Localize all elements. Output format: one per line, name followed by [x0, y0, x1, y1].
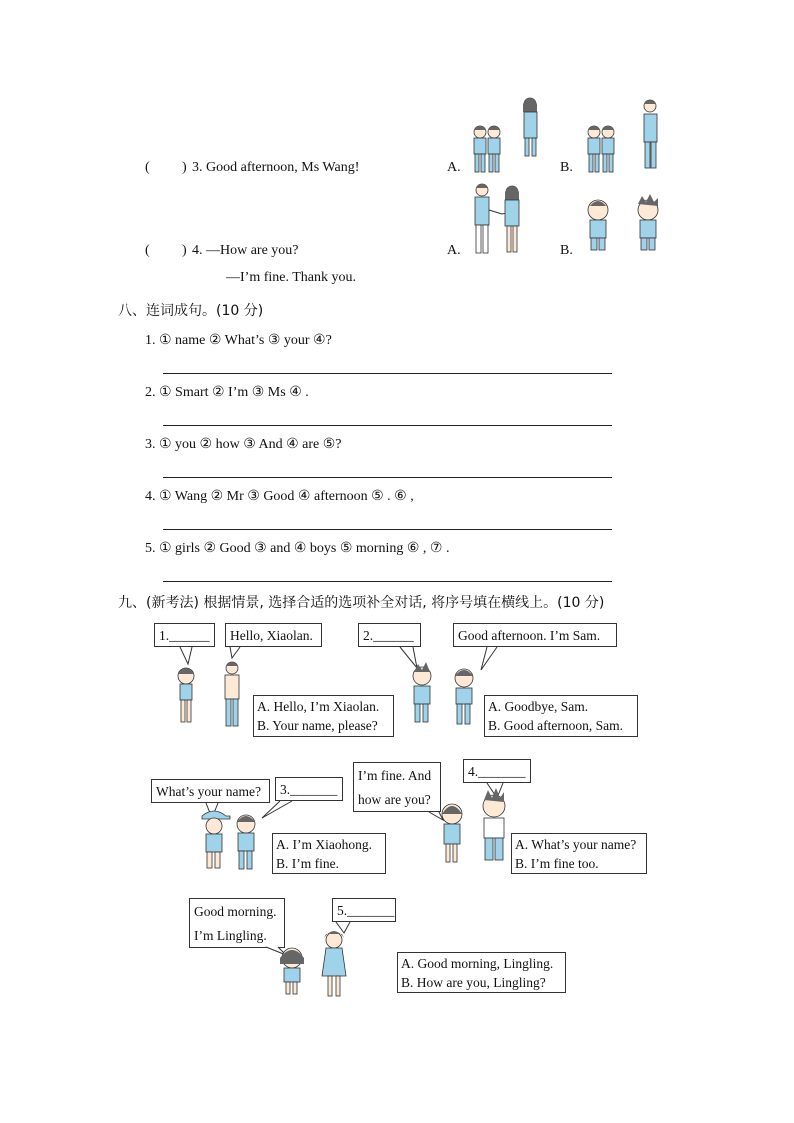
q3-answer-blank[interactable]: ) — [182, 160, 187, 175]
girl-figure — [442, 804, 462, 862]
scene4-option-b[interactable]: B. I’m fine too. — [515, 856, 599, 871]
scene4-option-a[interactable]: A. What’s your name? — [515, 837, 637, 852]
answer-line-1[interactable] — [163, 373, 612, 374]
boy-figure — [483, 788, 505, 860]
q4-option-a-label[interactable]: A. — [447, 243, 461, 258]
section8-item-2: 2. ① Smart ② I’m ③ Ms ④ . — [145, 385, 309, 400]
scene1-characters — [172, 660, 252, 730]
scene5-characters — [276, 926, 356, 1000]
q4-answer-blank[interactable]: ) — [182, 243, 187, 258]
q4-option-a-picture — [470, 180, 530, 260]
girl-figure — [280, 948, 304, 994]
answer-line-3[interactable] — [163, 477, 612, 478]
boy-figure — [455, 669, 473, 724]
q4-paren-open: ( — [145, 243, 150, 258]
section8-item-3: 3. ① you ② how ③ And ④ are ⑤? — [145, 437, 342, 452]
answer-line-5[interactable] — [163, 581, 612, 582]
scene4-options-box — [511, 833, 647, 874]
scene5-option-b[interactable]: B. How are you, Lingling? — [401, 975, 546, 990]
scene2-option-a[interactable]: A. Goodbye, Sam. — [488, 699, 589, 714]
q3-option-b-picture — [584, 96, 664, 176]
scene5-speech-line-2: I’m Lingling. — [194, 928, 267, 943]
boy-cap-figure — [202, 811, 230, 868]
scene2-blank-bubble[interactable]: 2.______ — [358, 623, 421, 647]
woman-figure — [523, 98, 537, 156]
kid-figure — [474, 126, 486, 172]
scene2-characters — [404, 664, 484, 728]
q4-reply: —I’m fine. Thank you. — [226, 270, 356, 285]
scene1-option-a[interactable]: A. Hello, I’m Xiaolan. — [257, 699, 380, 714]
q4-option-b-label[interactable]: B. — [560, 243, 573, 258]
scene4-speech-line-1: I’m fine. And — [358, 768, 432, 783]
woman-figure — [322, 931, 346, 996]
scene2-options-box — [484, 695, 638, 737]
kid-figure — [488, 126, 500, 172]
scene3-speech-bubble: What’s your name? — [151, 779, 270, 803]
scene2-option-b[interactable]: B. Good afternoon, Sam. — [488, 718, 623, 733]
section8-item-1: 1. ① name ② What’s ③ your ④? — [145, 333, 332, 348]
girl-figure — [178, 668, 194, 722]
answer-line-4[interactable] — [163, 529, 612, 530]
scene3-characters — [196, 804, 276, 874]
q3-option-b-label[interactable]: B. — [560, 160, 573, 175]
man-figure — [644, 100, 657, 168]
man-figure — [225, 662, 239, 726]
section8-item-5: 5. ① girls ② Good ③ and ④ boys ⑤ morning ⑥ , ⑦ . — [145, 541, 450, 556]
scene1-option-b[interactable]: B. Your name, please? — [257, 718, 378, 733]
kid-figure — [588, 126, 600, 172]
scene4-characters — [438, 792, 518, 866]
boy-figure — [638, 194, 658, 250]
q3-option-a-picture — [470, 96, 550, 176]
q3-option-a-label[interactable]: A. — [447, 160, 461, 175]
scene1-blank-bubble[interactable]: 1.______ — [154, 623, 215, 647]
q3-text: 3. Good afternoon, Ms Wang! — [192, 160, 360, 175]
scene2-speech-bubble: Good afternoon. I’m Sam. — [453, 623, 617, 647]
scene5-blank-bubble[interactable]: 5._______ — [332, 898, 396, 922]
scene4-blank-bubble[interactable]: 4._______ — [463, 759, 531, 783]
answer-line-2[interactable] — [163, 425, 612, 426]
q4-text: 4. —How are you? — [192, 243, 299, 258]
girl-figure — [237, 815, 255, 869]
scene3-blank-bubble[interactable]: 3._______ — [275, 777, 343, 801]
boy-figure — [588, 200, 608, 250]
scene1-speech-bubble: Hello, Xiaolan. — [225, 623, 322, 647]
q3-paren-open: ( — [145, 160, 150, 175]
scene5-options-box — [397, 952, 566, 993]
scene1-options-box — [253, 695, 394, 737]
scene3-option-b[interactable]: B. I’m fine. — [276, 856, 339, 871]
scene3-option-a[interactable]: A. I’m Xiaohong. — [276, 837, 372, 852]
kid-figure — [602, 126, 614, 172]
scene5-speech-line-1: Good morning. — [194, 904, 277, 919]
section9-heading: 九、(新考法) 根据情景, 选择合适的选项补全对话, 将序号填在横线上。(10 分) — [118, 595, 605, 611]
scene5-option-a[interactable]: A. Good morning, Lingling. — [401, 956, 554, 971]
scene3-options-box — [272, 833, 386, 874]
man-figure — [475, 184, 489, 253]
boy-figure — [413, 662, 431, 722]
woman-figure — [505, 186, 519, 252]
scene4-speech-line-2: how are you? — [358, 792, 431, 807]
section8-item-4: 4. ① Wang ② Mr ③ Good ④ afternoon ⑤ . ⑥ , — [145, 489, 414, 504]
q4-option-b-picture — [584, 196, 668, 256]
section8-heading: 八、连词成句。(10 分) — [118, 303, 264, 319]
